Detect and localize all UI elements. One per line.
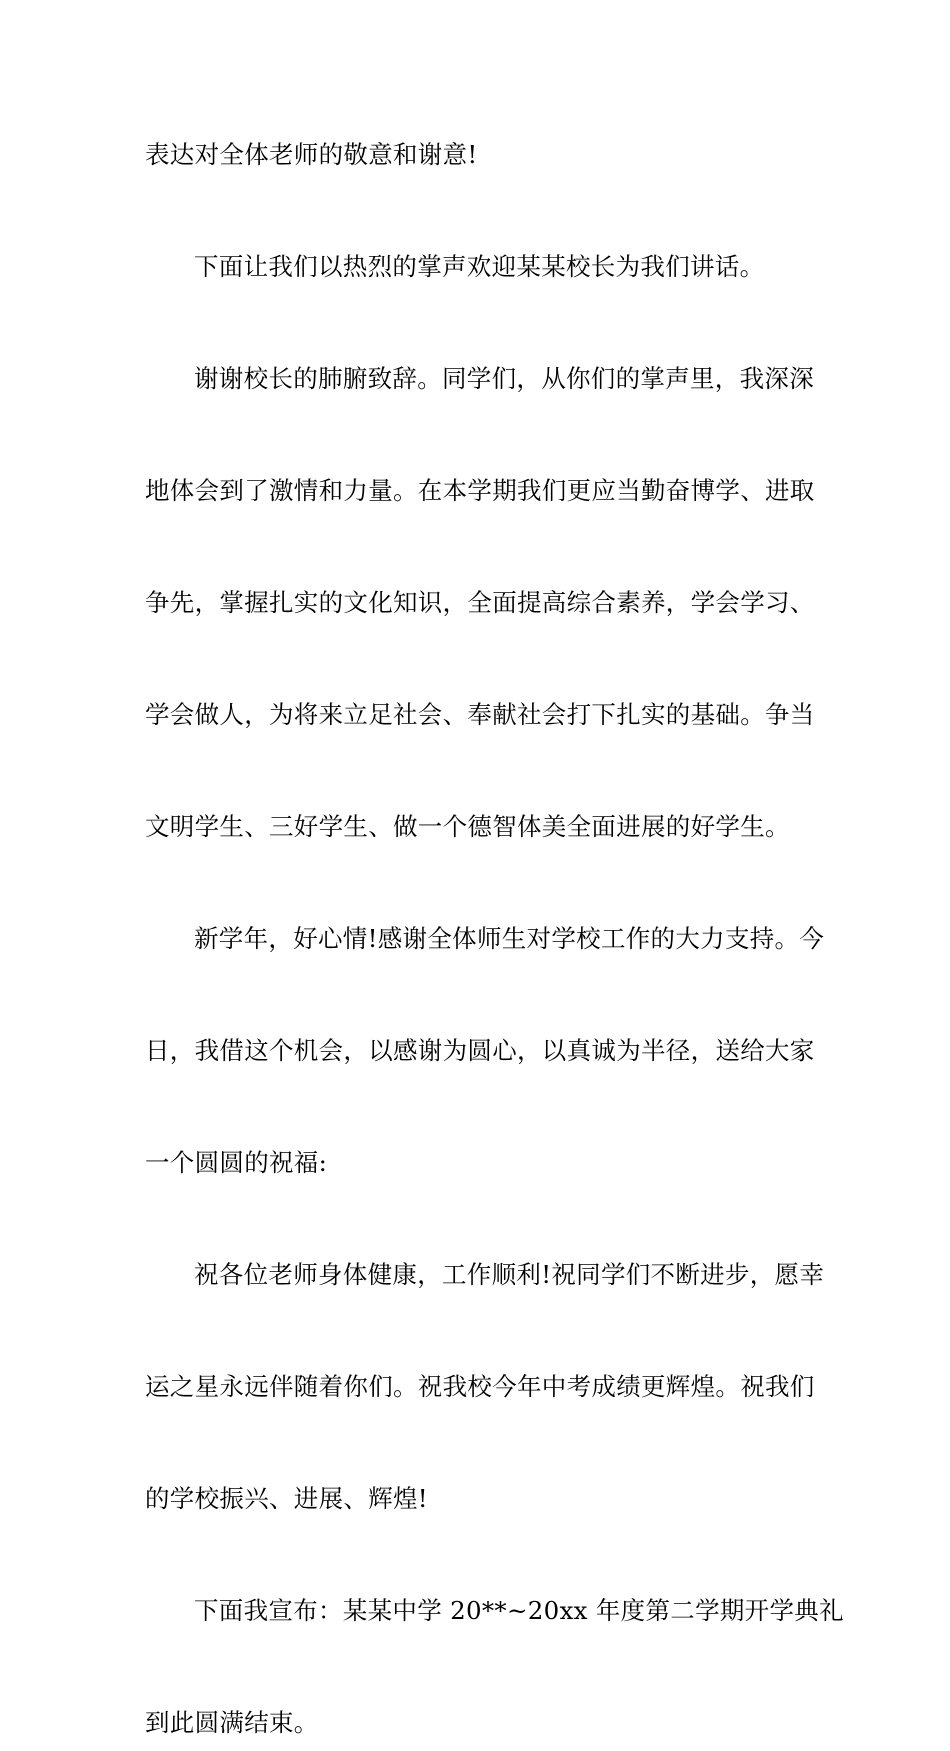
paragraph-line: 下面我宣布：某某中学 20**~20xx 年度第二学期开学典礼 <box>194 1596 844 1625</box>
line-gap <box>145 631 810 687</box>
paragraph-2 <box>145 239 810 295</box>
paragraph-3 <box>145 351 815 855</box>
paragraph-5 <box>145 1247 825 1527</box>
line-gap <box>145 743 810 799</box>
line-gap <box>145 519 810 575</box>
paragraph-line: 学会做人，为将来立足社会、奉献社会打下扎实的基础。争当 <box>145 700 815 729</box>
paragraph-line: 文明学生、三好学生、做一个德智体美全面进展的好学生。 <box>145 812 790 841</box>
paragraph-line: 的学校振兴、进展、辉煌! <box>145 1484 428 1513</box>
paragraph-line: 祝各位老师身体健康，工作顺利!祝同学们不断进步，愿幸 <box>194 1260 825 1289</box>
paragraph-line: 运之星永远伴随着你们。祝我校今年中考成绩更辉煌。祝我们 <box>145 1372 815 1401</box>
paragraph-gap <box>145 1527 810 1583</box>
paragraph-line: 表达对全体老师的敬意和谢意! <box>145 140 478 169</box>
line-gap <box>145 1079 810 1135</box>
paragraph-line: 地体会到了激情和力量。在本学期我们更应当勤奋博学、进取 <box>145 476 815 505</box>
line-gap <box>145 967 810 1023</box>
line-gap <box>145 1303 810 1359</box>
line-gap <box>145 1639 810 1695</box>
line-gap <box>145 407 810 463</box>
paragraph-line: 谢谢校长的肺腑致辞。同学们，从你们的掌声里，我深深 <box>194 364 814 393</box>
paragraph-gap <box>145 183 810 239</box>
paragraph-gap <box>145 855 810 911</box>
paragraph-1 <box>145 127 810 183</box>
paragraph-6 <box>145 1583 844 1751</box>
paragraph-gap <box>145 295 810 351</box>
document-body <box>145 127 844 1751</box>
paragraph-gap <box>145 1191 810 1247</box>
paragraph-line: 争先，掌握扎实的文化知识，全面提高综合素养，学会学习、 <box>145 588 815 617</box>
line-gap <box>145 1415 810 1471</box>
paragraph-line: 日，我借这个机会，以感谢为圆心，以真诚为半径，送给大家 <box>145 1036 815 1065</box>
paragraph-line: 到此圆满结束。 <box>145 1708 319 1737</box>
paragraph-line: 下面让我们以热烈的掌声欢迎某某校长为我们讲话。 <box>194 252 765 281</box>
paragraph-line: 一个圆圆的祝福: <box>145 1148 328 1177</box>
paragraph-4 <box>145 911 825 1191</box>
paragraph-line: 新学年，好心情!感谢全体师生对学校工作的大力支持。今 <box>194 924 825 953</box>
